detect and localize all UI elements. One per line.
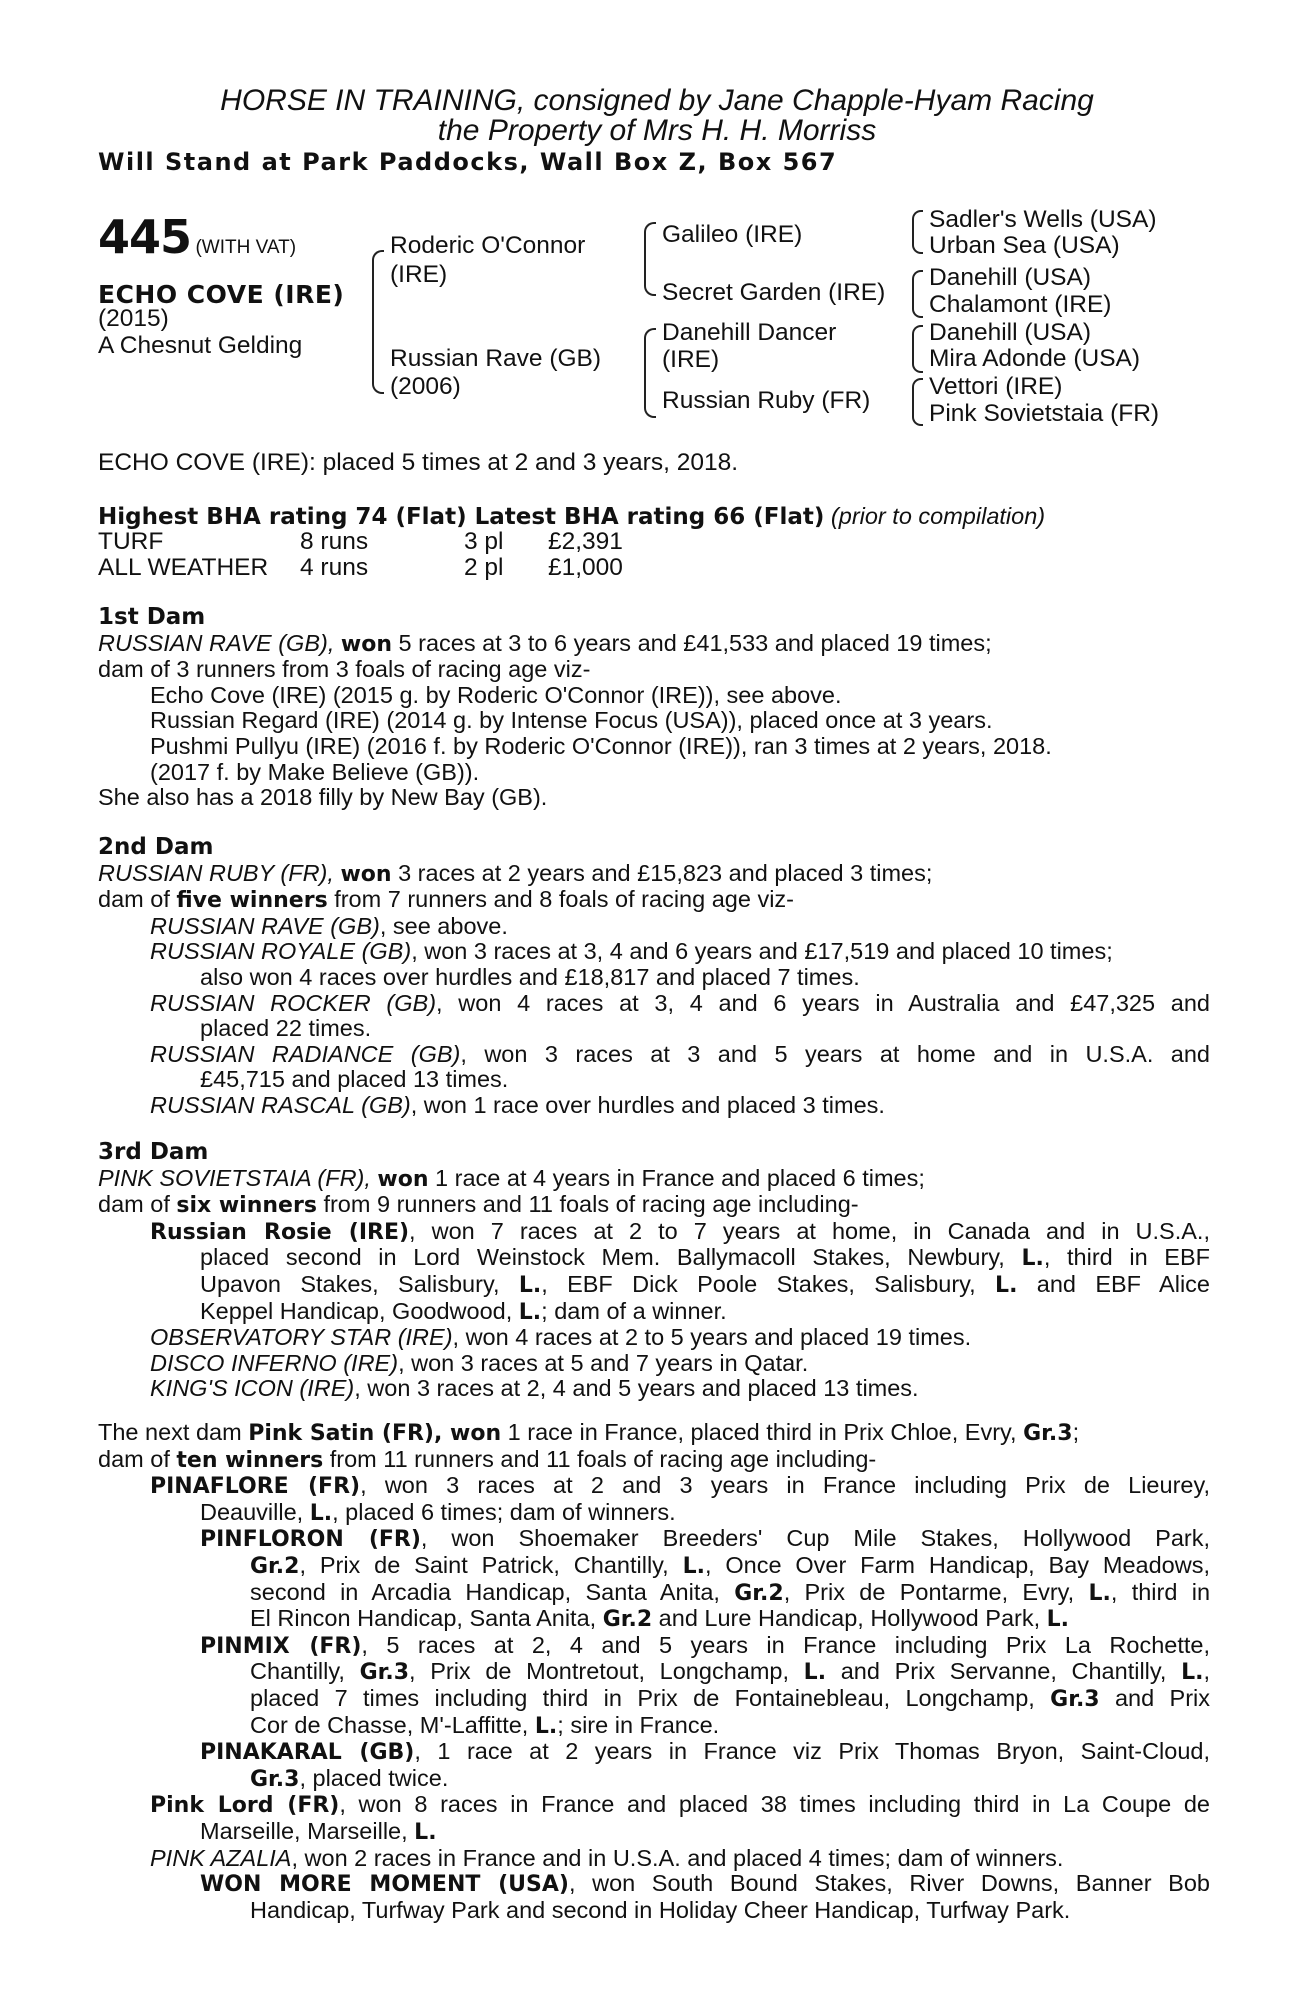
second-dam-progeny: RUSSIAN RAVE (GB), see above. [150, 912, 508, 939]
third-dam-progeny-cont: placed second in Lord Weinstock Mem. Ballymacoll Stakes, Newbury, L., third in EBF [200, 1244, 1210, 1272]
third-dam-progeny: KING'S ICON (IRE), won 3 races at 2, 4 and 5 years and placed 13 times. [150, 1375, 919, 1402]
next-dam-grandprogeny-cont: placed 7 times including third in Prix de Fontainebleau, Longchamp, Gr.3 and Prix [250, 1684, 1210, 1712]
pedigree-bracket-dd [912, 378, 923, 426]
ratings-aw-surface: ALL WEATHER [98, 554, 269, 581]
pedigree-bracket-sire [644, 222, 656, 296]
second-dam-line: dam of five winners from 7 runners and 8 foals of racing age viz- [98, 886, 794, 914]
ratings-line [98, 503, 1045, 530]
next-dam-grandprogeny: PINAKARAL (GB), 1 race at 2 years in France viz Prix Thomas Bryon, Saint-Cloud, [200, 1738, 1211, 1766]
dam-sire-country: (IRE) [662, 346, 720, 373]
next-dam-line: dam of ten winners from 11 runners and 11 foals of racing age including- [98, 1445, 877, 1473]
next-dam-grandprogeny: PINFLORON (FR), won Shoemaker Breeders' Cup Mile Stakes, Hollywood Park, [200, 1525, 1210, 1553]
sdd: Chalamont (IRE) [929, 291, 1112, 318]
header-consignor: HORSE IN TRAINING, consigned by Jane Chapple-Hyam Racing [220, 84, 1094, 117]
second-dam-section [98, 835, 1210, 1119]
header-stand: Will Stand at Park Paddocks, Wall Box Z, Box 567 [98, 148, 838, 176]
third-dam-line: PINK SOVIETSTAIA (FR), won 1 race at 4 years in France and placed 6 times; [98, 1164, 925, 1192]
third-dam-progeny: OBSERVATORY STAR (IRE), won 4 races at 2 to 5 years and placed 19 times. [150, 1324, 972, 1351]
pedigree-bracket-gen1 [372, 250, 384, 394]
third-dam-line: dam of six winners from 9 runners and 11 foals of racing age including- [98, 1191, 859, 1219]
second-dam-progeny: RUSSIAN ROYALE (GB), won 3 races at 3, 4 and 6 years and £17,519 and placed 10 times; [150, 938, 1113, 965]
dam-name: Russian Rave (GB) [390, 345, 602, 372]
next-dam-grandprogeny-cont: Gr.2, Prix de Saint Patrick, Chantilly, L., Once Over Farm Handicap, Bay Meadows, [250, 1551, 1210, 1579]
next-dam-progeny-cont: Marseille, Marseille, L. [200, 1817, 437, 1845]
header-property: the Property of Mrs H. H. Morriss [437, 114, 877, 147]
horse-description: A Chesnut Gelding [98, 332, 303, 359]
second-dam-heading: 2nd Dam [98, 834, 214, 860]
second-dam-progeny-cont: placed 22 times. [200, 1015, 372, 1042]
ratings-aw-runs: 4 runs [300, 554, 369, 581]
ratings-turf-prize: £2,391 [548, 528, 623, 555]
first-dam-progeny: Echo Cove (IRE) (2015 g. by Roderic O'Connor (IRE)), see above. [150, 681, 842, 708]
next-dam-progeny: PINAFLORE (FR), won 3 races at 2 and 3 years in France including Prix de Lieurey, [150, 1472, 1211, 1500]
first-dam-line: dam of 3 runners from 3 foals of racing age viz- [98, 656, 591, 683]
next-dam-grandprogeny-cont: Handicap, Turfway Park and second in Holiday Cheer Handicap, Turfway Park. [250, 1896, 1071, 1923]
third-dam-progeny-cont: Keppel Handicap, Goodwood, L.; dam of a winner. [200, 1297, 727, 1325]
ratings-note: (prior to compilation) [830, 503, 1046, 529]
ratings-turf-runs: 8 runs [300, 528, 369, 555]
dam-year: (2006) [390, 373, 461, 400]
pedigree-bracket-dam [644, 328, 656, 418]
horse-year: (2015) [98, 305, 169, 332]
second-dam-progeny-cont: £45,715 and placed 13 times. [200, 1066, 509, 1093]
horse-name: ECHO COVE (IRE) [98, 280, 345, 309]
second-dam-progeny: RUSSIAN RASCAL (GB), won 1 race over hurdles and placed 3 times. [150, 1091, 885, 1118]
ratings-aw-placed: 2 pl [464, 554, 504, 581]
dss: Danehill (USA) [929, 319, 1092, 346]
ratings-aw-prize: £1,000 [548, 554, 623, 581]
second-dam-line: RUSSIAN RUBY (FR), won 3 races at 2 years and £15,823 and placed 3 times; [98, 859, 933, 887]
first-dam-line: She also has a 2018 filly by New Bay (GB). [98, 784, 548, 811]
third-dam-heading: 3rd Dam [98, 1139, 209, 1165]
ratings-turf-placed: 3 pl [464, 528, 504, 555]
pedigree-bracket-ds [912, 325, 923, 373]
sire-name: Roderic O'Connor [390, 232, 586, 259]
next-dam-grandprogeny: WON MORE MOMENT (USA), won South Bound Stakes, River Downs, Banner Bob [200, 1870, 1210, 1898]
next-dam-grandprogeny-cont: second in Arcadia Handicap, Santa Anita, Gr.2, Prix de Pontarme, Evry, L., third in [250, 1578, 1211, 1606]
third-dam-section [98, 1140, 1210, 1402]
next-dam-grandprogeny-cont: Cor de Chasse, M'-Laffitte, L.; sire in France. [250, 1711, 720, 1739]
first-dam-progeny: Russian Regard (IRE) (2014 g. by Intense Focus (USA)), placed once at 3 years. [150, 707, 993, 734]
sds: Danehill (USA) [929, 264, 1092, 291]
sire-sire: Galileo (IRE) [662, 221, 803, 248]
ddd: Pink Sovietstaia (FR) [929, 400, 1160, 427]
dam-dam: Russian Ruby (FR) [662, 387, 871, 414]
second-dam-progeny: RUSSIAN ROCKER (GB), won 4 races at 3, 4 and 6 years in Australia and £47,325 and [150, 989, 1210, 1016]
sire-country: (IRE) [390, 261, 448, 288]
first-dam-heading: 1st Dam [98, 604, 206, 630]
vat-note: (WITH VAT) [195, 237, 297, 258]
next-dam-grandprogeny-cont: Chantilly, Gr.3, Prix de Montretout, Longchamp, L. and Prix Servanne, Chantilly, L., [250, 1658, 1211, 1686]
third-dam-progeny-cont: Upavon Stakes, Salisbury, L., EBF Dick Poole Stakes, Salisbury, L. and EBF Alice [200, 1270, 1210, 1298]
second-dam-progeny-cont: also won 4 races over hurdles and £18,817 and placed 7 times. [200, 963, 860, 990]
dsd: Mira Adonde (USA) [929, 345, 1141, 372]
ratings-text: Highest BHA rating 74 (Flat) Latest BHA rating 66 (Flat) [98, 504, 825, 530]
sss: Sadler's Wells (USA) [929, 206, 1157, 233]
first-dam-progeny: Pushmi Pullyu (IRE) (2016 f. by Roderic O'Connor (IRE)), ran 3 times at 2 years, 2018. [150, 732, 1052, 759]
next-dam-line: The next dam Pink Satin (FR), won 1 race in France, placed third in Prix Chloe, Evry, Gr.3; [98, 1419, 1080, 1446]
dds: Vettori (IRE) [929, 373, 1063, 400]
next-dam-grandprogeny: PINMIX (FR), 5 races at 2, 4 and 5 years in France including Prix La Rochette, [200, 1631, 1211, 1659]
next-dam-grandprogeny-cont: El Rincon Handicap, Santa Anita, Gr.2 and Lure Handicap, Hollywood Park, L. [250, 1605, 1070, 1633]
pedigree-bracket-ss [912, 210, 923, 254]
next-dam-section [98, 1420, 1210, 1923]
ssd: Urban Sea (USA) [929, 232, 1120, 259]
second-dam-progeny: RUSSIAN RADIANCE (GB), won 3 races at 3 and 5 years at home and in U.S.A. and [150, 1040, 1210, 1067]
next-dam-grandprogeny-cont: Gr.3, placed twice. [250, 1764, 449, 1792]
first-dam-progeny: (2017 f. by Make Believe (GB)). [150, 758, 480, 785]
third-dam-progeny: DISCO INFERNO (IRE), won 3 races at 5 and 7 years in Qatar. [150, 1349, 809, 1376]
ratings-turf-surface: TURF [98, 528, 164, 555]
lot-number: 445 [98, 210, 192, 264]
lot-header [98, 210, 296, 264]
first-dam-section [98, 605, 1210, 811]
third-dam-progeny: Russian Rosie (IRE), won 7 races at 2 to 7 years at home, in Canada and in U.S.A., [150, 1217, 1210, 1245]
next-dam-progeny: Pink Lord (FR), won 8 races in France and placed 38 times including third in La Coupe de [150, 1791, 1210, 1819]
pedigree-bracket-sd [912, 270, 923, 318]
dam-sire: Danehill Dancer [662, 319, 837, 346]
race-summary: ECHO COVE (IRE): placed 5 times at 2 and 3 years, 2018. [98, 449, 739, 476]
next-dam-progeny: PINK AZALIA, won 2 races in France and in U.S.A. and placed 4 times; dam of winners. [150, 1844, 1064, 1871]
first-dam-line: RUSSIAN RAVE (GB), won 5 races at 3 to 6 years and £41,533 and placed 19 times; [98, 629, 992, 657]
next-dam-progeny-cont: Deauville, L., placed 6 times; dam of winners. [200, 1498, 676, 1526]
sire-dam: Secret Garden (IRE) [662, 279, 886, 306]
